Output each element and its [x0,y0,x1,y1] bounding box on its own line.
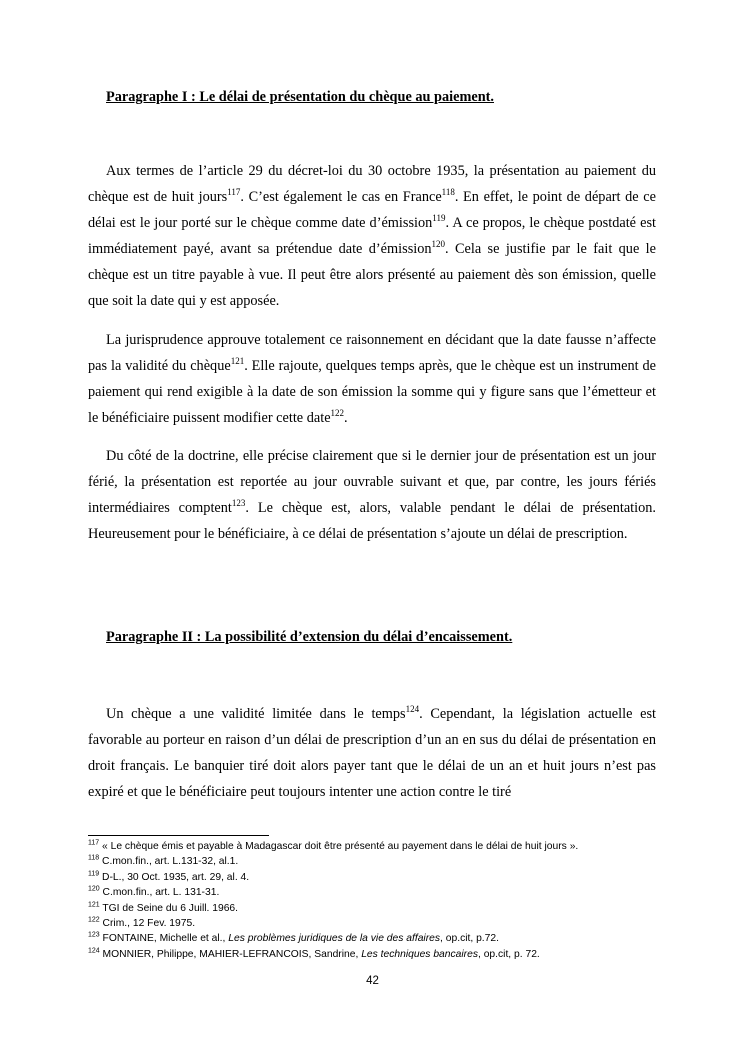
footnote-text: FONTAINE, Michelle et al., [99,933,229,945]
page-number: 42 [366,975,379,987]
footnote [88,947,688,962]
footnote-number: 123 [88,932,100,940]
footnote-number: 120 [88,885,100,893]
text: . [344,410,348,426]
footnote-text: Crim., 12 Fev. 1975. [99,918,196,930]
footnote [88,839,688,854]
paragraph-2 [88,327,656,431]
footnote-text: , op.cit, p. 72. [477,948,540,960]
footnote-separator [88,835,269,836]
footnote-ref: 118 [441,187,455,198]
footnote-title: Les problèmes juridiques de la vie des affaires [228,933,441,945]
text: . Cependant, la législation actuelle est favorable au porteur en raison d’un délai de prescription d’un an en sus du délai de présentation en droit français. Le banquier tiré doit alors payer tant que le délai de un an et huit jours n’est pas expiré et que le bénéficiaire peut toujours intenter une action contre le tiré [88,706,656,800]
text: . Cela se justifie par le fait que le chèque est un titre payable à vue. Il peut être alors présenté au paiement dès son émission, quelle que soit la date qui y est apposée. [88,241,656,309]
footnote-text: MONNIER, Philippe, MAHIER-LEFRANCOIS, Sandrine, [99,948,362,960]
paragraph-4 [88,701,656,805]
footnote-number: 121 [88,901,100,909]
footnote-text: C.mon.fin., art. L.131-32, al.1. [99,856,239,868]
paragraph-1 [88,158,656,314]
footnote-ref: 121 [230,356,245,367]
footnote-text: C.mon.fin., art. L. 131-31. [99,887,220,899]
footnote-ref: 122 [330,408,345,419]
footnote-text: D-L., 30 Oct. 1935, art. 29, al. 4. [99,871,250,883]
section-heading-1: Paragraphe I : Le délai de présentation du chèque au paiement. [106,89,494,105]
footnote-ref: 124 [405,704,420,715]
text: Du côté de la doctrine, elle précise clairement que si le dernier jour de présentation est un jour férié, la présentation est reportée au jour ouvrable suivant et que, par contre, les jours fériés intermédiaires comptent [88,448,656,516]
text: La jurisprudence approuve totalement ce raisonnement en décidant que la date fausse n’affecte pas la validité du chèque [88,332,656,374]
text: . En effet, le point de départ de ce délai est le jour porté sur le chèque comme date d’émission [88,189,656,231]
footnote-title: Les techniques bancaires [361,948,478,960]
footnote-number: 124 [88,947,100,955]
footnote [88,885,688,900]
footnote-number: 117 [88,839,100,847]
footnote [88,870,688,885]
section-heading-2: Paragraphe II : La possibilité d’extension du délai d’encaissement. [106,629,513,645]
text: Aux termes de l’article 29 du décret-loi du 30 octobre 1935, la présentation au paiement du chèque est de huit jours [88,163,656,205]
text: . Elle rajoute, quelques temps après, que le chèque est un instrument de paiement qui rend exigible à la date de son émission la somme qui y figure sans que l’émetteur et le bénéficiaire puissent modifier cette date [88,358,656,426]
text: . A ce propos, le chèque postdaté est immédiatement payé, avant sa prétendue date d’émission [88,215,656,257]
footnote [88,916,688,931]
paragraph-3 [88,443,656,547]
footnote-text: , op.cit, p.72. [440,933,499,945]
footnote-number: 122 [88,916,100,924]
footnote [88,901,688,916]
footnote-ref: 117 [227,187,241,198]
footnote-number: 118 [88,854,100,862]
text: Un chèque a une validité limitée dans le temps [106,706,406,722]
text: . Le chèque est, alors, valable pendant le délai de présentation. Heureusement pour le bénéficiaire, à ce délai de présentation s’ajoute un délai de prescription. [88,500,656,542]
footnote-text: TGI de Seine du 6 Juill. 1966. [99,902,239,914]
footnote-text: « Le chèque émis et payable à Madagascar doit être présenté au payement dans le délai de huit jours ». [99,841,579,852]
text: . C’est également le cas en France [240,189,442,205]
footnote-ref: 120 [431,239,446,250]
footnote [88,931,688,946]
footnote-ref: 119 [432,213,446,224]
footnotes [88,839,688,962]
footnote-number: 119 [88,870,100,878]
footnote-ref: 123 [231,498,246,509]
footnote [88,854,688,869]
